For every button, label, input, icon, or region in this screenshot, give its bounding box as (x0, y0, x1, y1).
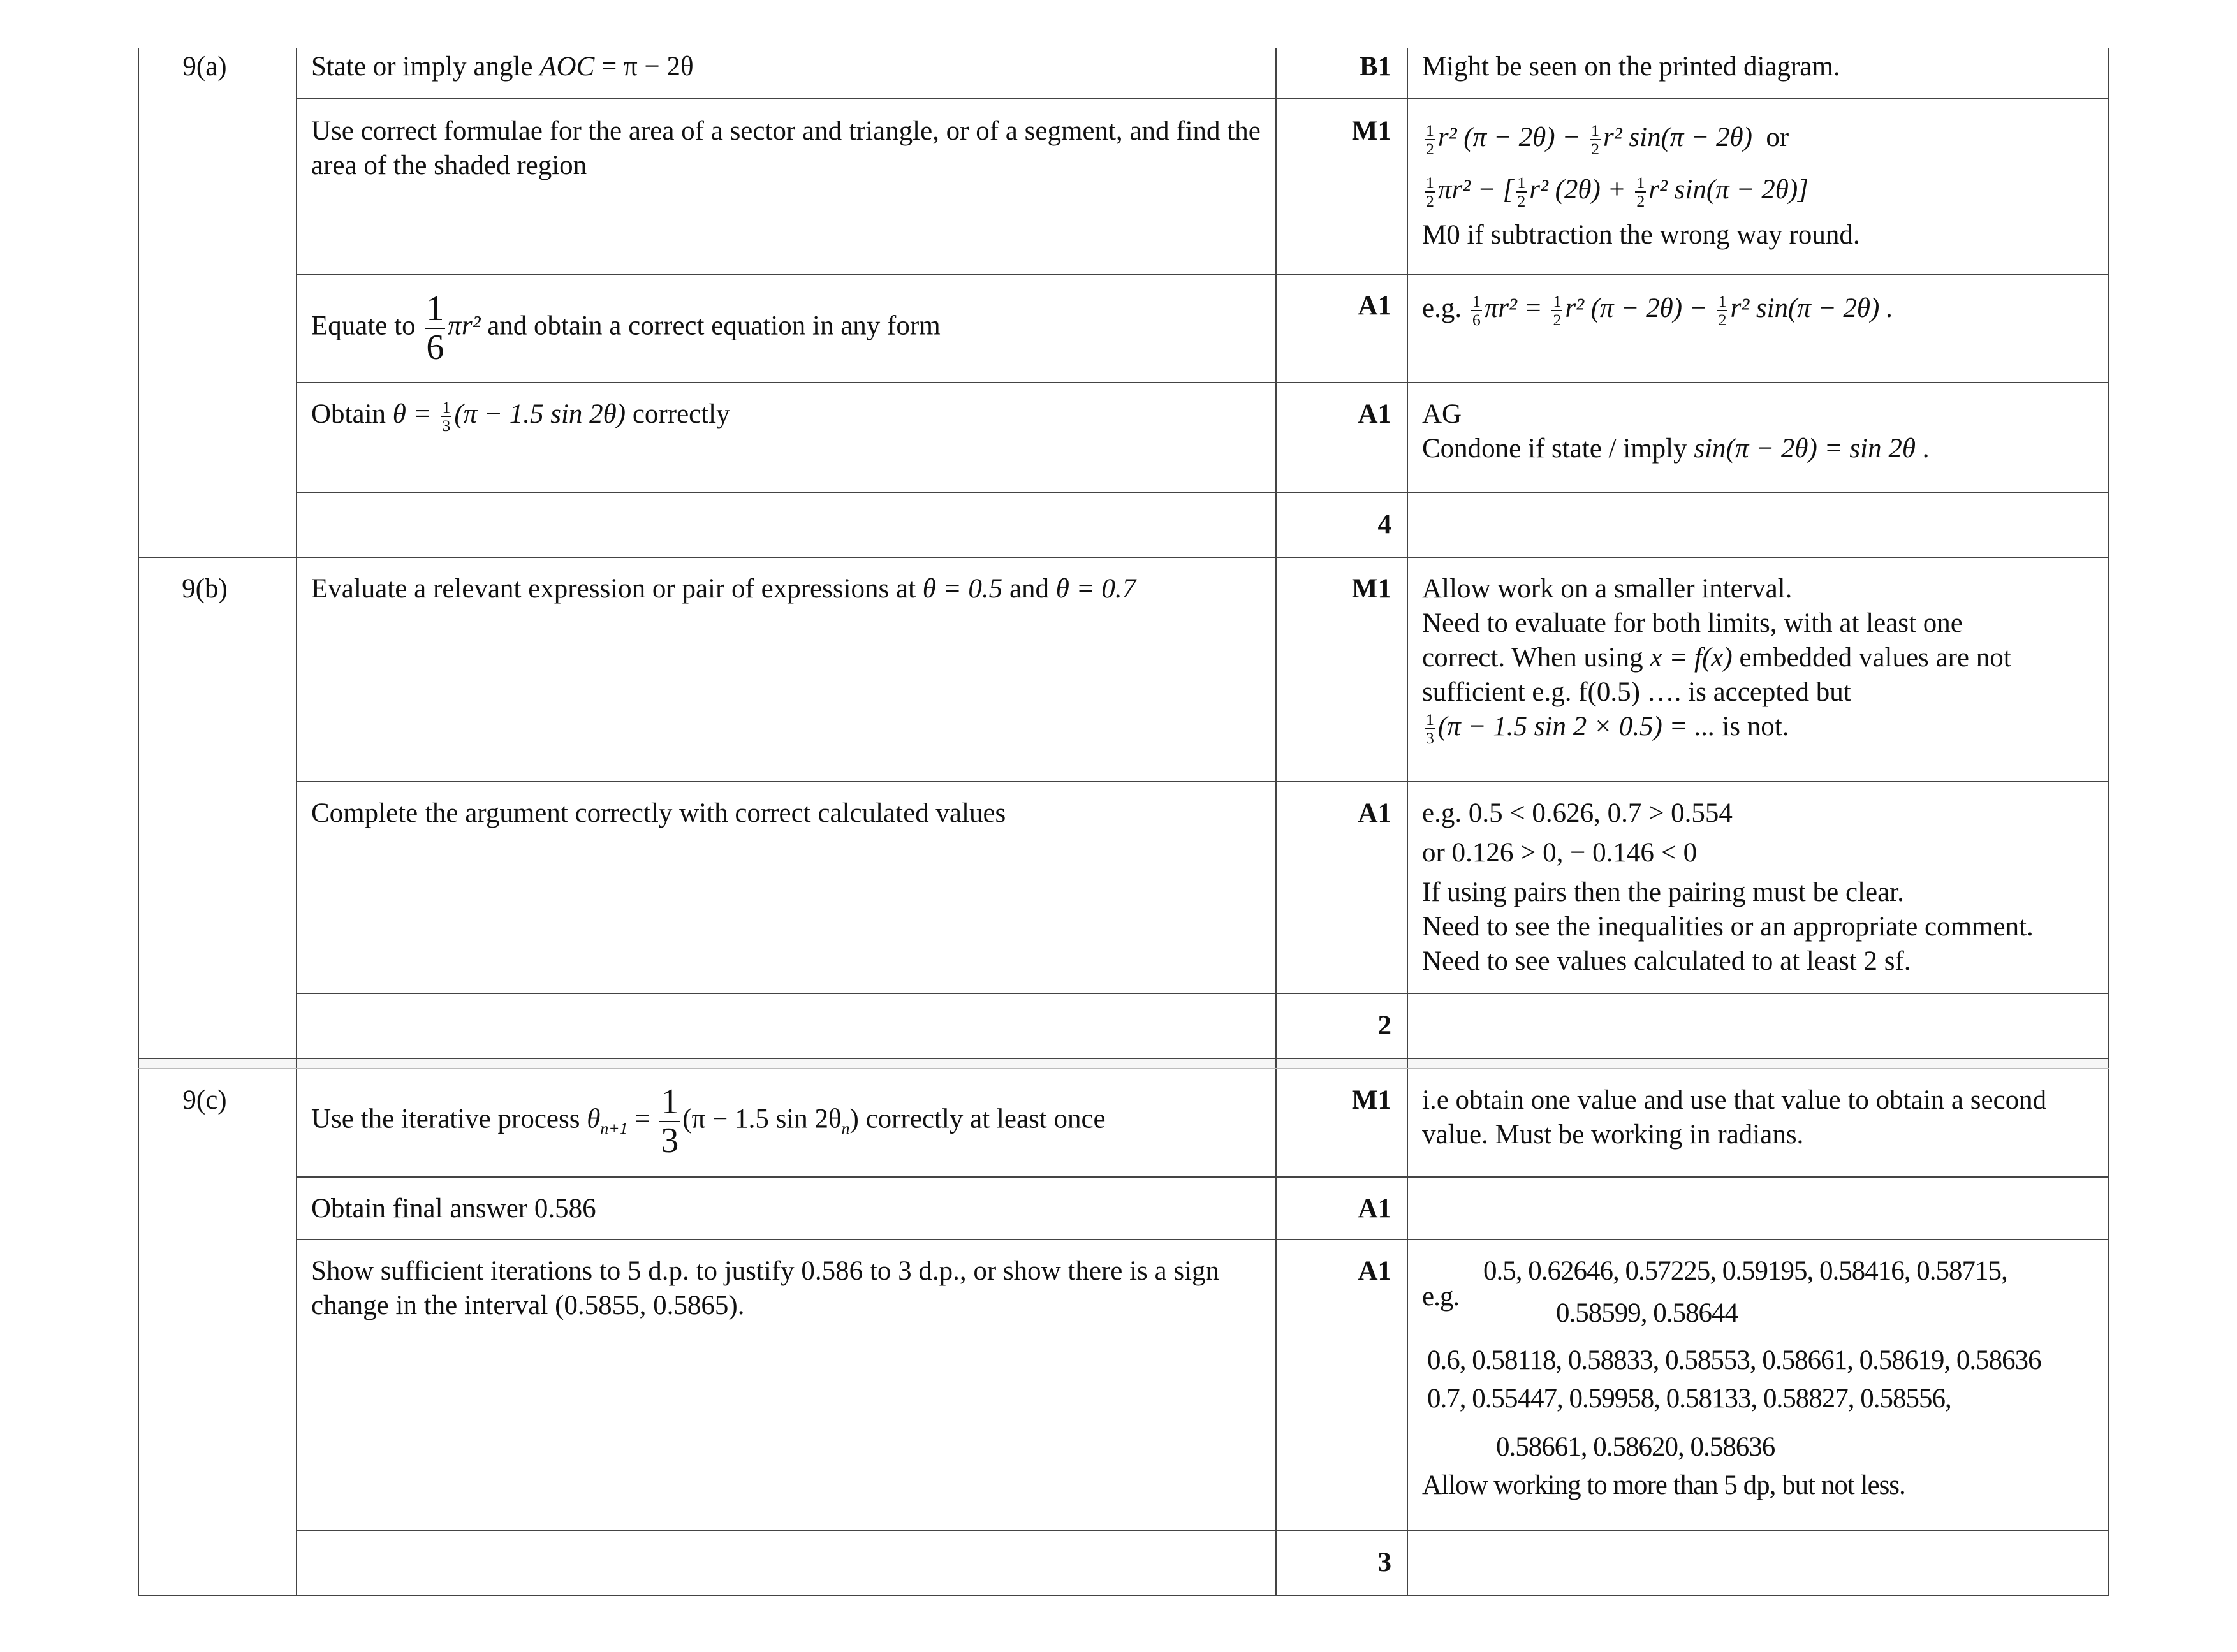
mark-cell (1276, 383, 1407, 492)
mark-cell (1276, 1069, 1407, 1177)
answer-cell: Use the iterative process $\theta_{n+1}$ = $\frac{1}{3}$ (π − 1.5 $\sin 2\theta_n$) correctly at least once (297, 1069, 1276, 1177)
guidance-cell (1407, 48, 2109, 98)
answer-cell: Evaluate a relevant expression or pair of expressions at θ = 0.5 and θ = 0.7 (297, 557, 1276, 782)
table-row (138, 782, 2109, 993)
guidance-formula-line: $\frac{1}{2}$ πr² − [ $\frac{1}{2}$ r² (2θ) + $\frac{1}{2}$ r² sin(π − 2θ)] (1426, 173, 1808, 211)
answer-cell (297, 1177, 1276, 1239)
total-marks: 2 (1377, 1011, 1391, 1041)
question-label-cell (138, 557, 297, 1058)
guidance-cell (1407, 1177, 2109, 1239)
answer-text: Use correct formulae for the area of a sector and triangle, or of a segment, and find the area of the shaded region (311, 116, 1261, 180)
answer-cell (297, 1530, 1276, 1595)
answer-text: Complete the argument correctly with correct calculated values (311, 798, 1006, 828)
table-row (138, 557, 2109, 782)
iteration-sequence: 0.5, 0.62646, 0.57225, 0.59195, 0.58416, 0.58715, (1483, 1256, 2007, 1286)
mark-cell (1276, 98, 1407, 274)
answer-cell (297, 98, 1276, 274)
guidance-cell: AG Condone if state / imply sin(π − 2θ) = sin 2θ . (1407, 383, 2109, 492)
answer-cell (297, 1239, 1276, 1530)
table-row (138, 1177, 2109, 1239)
mark-scheme-table (138, 48, 2109, 1596)
guidance-text: Allow working to more than 5 dp, but not less. (1422, 1470, 1905, 1500)
mark-cell (1276, 993, 1407, 1058)
question-label-cell (138, 1069, 297, 1595)
mark-cell (1276, 782, 1407, 993)
mark-scheme-sheet (138, 48, 2108, 1607)
table-row (138, 1069, 2109, 1177)
guidance-text: M0 if subtraction the wrong way round. (1422, 220, 1860, 250)
table-row (138, 993, 2109, 1058)
iteration-sequence: 0.58661, 0.58620, 0.58636 (1496, 1432, 1775, 1462)
mark-cell (1276, 48, 1407, 98)
mark-cell (1276, 492, 1407, 557)
guidance-cell (1407, 993, 2109, 1058)
answer-cell: Equate to $\frac{1}{6}$ πr² and obtain a correct equation in any form (297, 274, 1276, 383)
iteration-sequence: 0.6, 0.58118, 0.58833, 0.58553, 0.58661, 0.58619, 0.58636 (1427, 1345, 2041, 1375)
guidance-cell (1407, 98, 2109, 274)
answer-cell (297, 492, 1276, 557)
answer-text: State or imply angle (311, 52, 540, 82)
mark-code: M1 (1351, 1085, 1391, 1115)
table-row (138, 1239, 2109, 1530)
mark-code: B1 (1359, 52, 1391, 82)
mark-cell (1276, 1239, 1407, 1530)
guidance-formula-line: $\frac{1}{2}$ r² (π − 2θ) − $\frac{1}{2}$ r² sin(π − 2θ) or (1426, 121, 1789, 159)
mark-code: A1 (1358, 798, 1391, 828)
iteration-sequence: 0.7, 0.55447, 0.59958, 0.58133, 0.58827, 0.58556, (1427, 1384, 1951, 1414)
section-separator (138, 1058, 2109, 1069)
iteration-sequence: 0.58599, 0.58644 (1556, 1298, 1738, 1328)
answer-cell (297, 782, 1276, 993)
guidance-cell: 0.5, 0.62646, 0.57225, 0.59195, 0.58416, 0.58715, e.g. 0.58599, 0.58644 0.6, 0.58118, 0.58833, 0.58553, 0.58661, 0.58619, 0.58636 0.7, 0.55447, 0.59958, 0.58133, 0.58827, 0.58556, 0.58661, 0.58620, 0.58636 Allow working to more than 5 dp, but not less. (1407, 1239, 2109, 1530)
guidance-cell: Allow work on a smaller interval. Need to evaluate for both limits, with at least one correct. When using x = f(x) embedded values are not sufficient e.g. f(0.5) …. is accepted but $\frac{1}{3}$ (π − 1.5 sin 2 × 0.5) = ... is not. (1407, 557, 2109, 782)
table-row (138, 274, 2109, 383)
answer-cell: Obtain θ = $\frac{1}{3}$ (π − 1.5 sin 2θ) correctly (297, 383, 1276, 492)
fraction: $\frac{1}{2}$ (1426, 121, 1434, 159)
mark-code: A1 (1358, 291, 1391, 321)
answer-expression: = π − 2θ (594, 52, 694, 82)
question-label: 9(b) (182, 574, 228, 604)
answer-text: Obtain final answer 0.586 (311, 1194, 596, 1224)
guidance-cell (1407, 1530, 2109, 1595)
total-marks: 3 (1377, 1547, 1391, 1577)
table-row (138, 48, 2109, 98)
guidance-text: AG (1422, 399, 1462, 429)
answer-cell (297, 993, 1276, 1058)
mark-code: M1 (1351, 116, 1391, 146)
mark-cell (1276, 557, 1407, 782)
answer-variable: AOC (539, 52, 595, 82)
mark-cell (1276, 1177, 1407, 1239)
fraction: $\frac{1}{6}$ (426, 289, 444, 367)
total-marks: 4 (1377, 509, 1391, 539)
question-label-cell (138, 48, 297, 557)
guidance-cell: i.e obtain one value and use that value to obtain a second value. Must be working in radians. (1407, 1069, 2109, 1177)
table-row (138, 492, 2109, 557)
question-label: 9(c) (182, 1085, 227, 1115)
answer-text: Show sufficient iterations to 5 d.p. to justify 0.586 to 3 d.p., or show there is a sign change in the interval (0.5855, 0.5865). (311, 1256, 1220, 1320)
guidance-text: Might be seen on the printed diagram. (1422, 52, 1840, 82)
answer-cell (297, 48, 1276, 98)
guidance-cell: e.g. 0.5 < 0.626, 0.7 > 0.554 or 0.126 > 0, − 0.146 < 0 If using pairs then the pairing must be clear. Need to see the inequalities or an appropriate comment. Need to see values calculated to at least 2 sf. (1407, 782, 2109, 993)
mark-code: A1 (1358, 1194, 1391, 1224)
table-row (138, 383, 2109, 492)
mark-cell (1276, 274, 1407, 383)
guidance-cell: e.g. $\frac{1}{6}$ πr² = $\frac{1}{2}$ r² (π − 2θ) − $\frac{1}{2}$ r² sin(π − 2θ) . (1407, 274, 2109, 383)
mark-code: A1 (1358, 399, 1391, 429)
table-row (138, 98, 2109, 274)
mark-cell (1276, 1530, 1407, 1595)
mark-code: M1 (1351, 574, 1391, 604)
mark-code: A1 (1358, 1256, 1391, 1286)
question-label: 9(a) (182, 52, 227, 82)
table-row (138, 1530, 2109, 1595)
guidance-cell (1407, 492, 2109, 557)
